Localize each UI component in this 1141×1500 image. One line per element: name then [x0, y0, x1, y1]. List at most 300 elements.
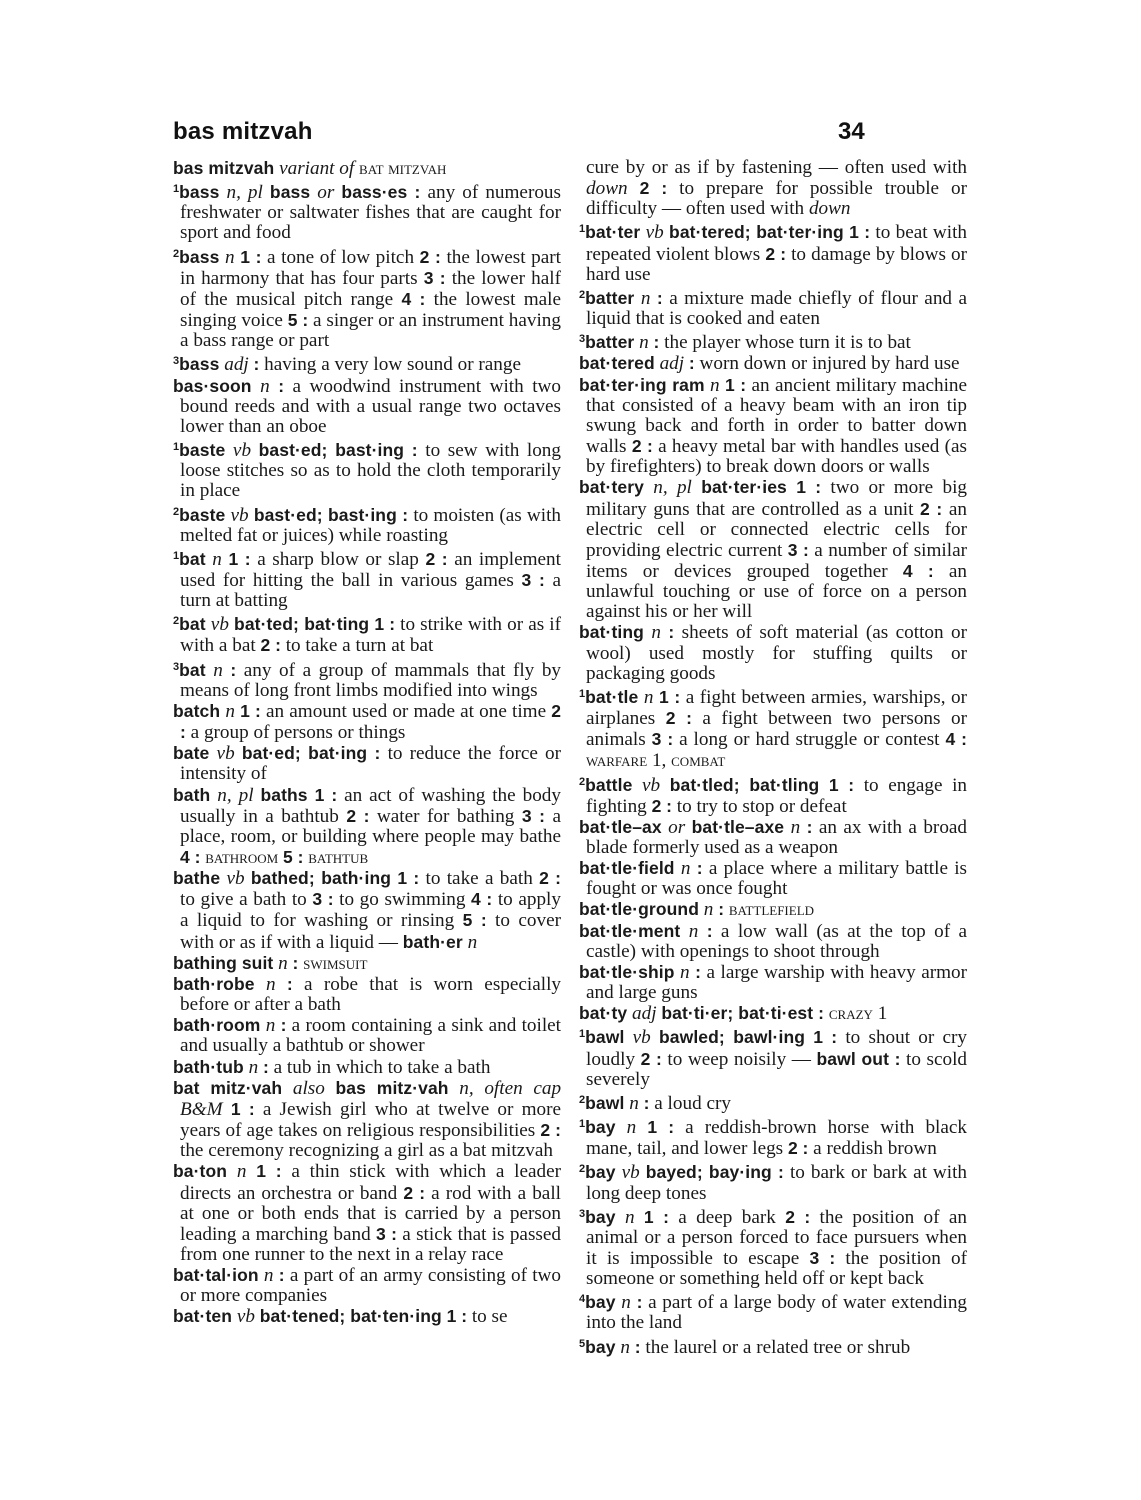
headword: bawl — [585, 1092, 625, 1113]
dictionary-entry — [579, 899, 967, 920]
sense-number: 3 : — [651, 729, 674, 750]
definition-text: a reddish brown — [808, 1138, 937, 1160]
sense-number: 1 : — [647, 1117, 675, 1138]
definition-text: a part of an army consisting of two or more companies — [180, 1265, 562, 1307]
homograph-number: 1 — [579, 1118, 586, 1131]
sense-number: : — [806, 816, 813, 837]
headword: bat·ty — [579, 1003, 628, 1024]
definition-text: to try to stop or defeat — [672, 795, 847, 817]
part-of-speech: n — [624, 1206, 635, 1228]
definition-text: the position of someone or something held off or kept back — [586, 1247, 967, 1290]
part-of-speech: n — [688, 920, 699, 942]
sense-number: : — [278, 375, 285, 396]
part-of-speech: down — [808, 198, 851, 220]
sense-number: 1 : — [230, 1098, 255, 1119]
definition-text: an implement used for hitting the ball in various games — [180, 548, 561, 591]
sense-number: 2 : — [785, 1206, 811, 1227]
cross-reference: battlefield — [728, 899, 815, 920]
sense-number: 1 : — [725, 374, 747, 395]
cross-reference: bat mitzvah — [359, 158, 447, 178]
headword: bat·tle — [585, 686, 639, 707]
sense-number: : — [634, 1336, 641, 1357]
dictionary-entry — [173, 437, 561, 501]
definition-text: to moisten (as with melted fat or juices) while roasting — [180, 504, 561, 546]
dictionary-entry — [173, 351, 561, 375]
sense-number: 1 : — [314, 784, 338, 805]
part-of-speech: adj — [224, 354, 249, 376]
part-of-speech: vb — [645, 222, 664, 244]
sense-number: 2 : — [180, 700, 561, 743]
definition-text — [698, 921, 706, 942]
dictionary-entry — [173, 1078, 561, 1162]
definition-text: an ax with a broad blade formerly used as a weapon — [586, 816, 968, 858]
sense-number: 5 : — [283, 847, 304, 867]
sense-number: 2 : — [640, 1048, 662, 1069]
dictionary-entry — [579, 285, 967, 329]
sense-number: 2 : — [419, 246, 441, 267]
dictionary-entry — [173, 244, 561, 352]
headword: bath·room — [173, 1015, 261, 1036]
definition-text: a number of similar items or devices grouped together — [586, 539, 967, 582]
homograph-number: 1 — [173, 549, 180, 562]
homograph-number: 2 — [173, 505, 180, 518]
sense-number: : — [718, 899, 725, 920]
dictionary-entry — [579, 1159, 967, 1203]
headword: ba·ton — [173, 1161, 228, 1182]
definition-text: a deep bark — [668, 1206, 786, 1228]
dictionary-entry — [579, 1003, 967, 1024]
page-number: 34 — [838, 118, 865, 145]
definition-text — [787, 477, 796, 498]
homograph-number: 2 — [579, 1163, 586, 1176]
dictionary-entry — [579, 817, 967, 858]
part-of-speech: n — [467, 931, 478, 953]
part-of-speech: n — [212, 548, 222, 570]
sense-number: 5 : — [462, 910, 487, 931]
headword: bayed; bay·ing : — [645, 1162, 784, 1183]
headword: bat·ter·ies — [701, 477, 787, 498]
part-of-speech: n — [640, 287, 651, 309]
definition-text: the laurel or a related tree or shrub — [640, 1336, 911, 1358]
sense-number: 2 : — [787, 1138, 809, 1159]
dictionary-entry — [579, 353, 967, 374]
headword: baste — [179, 504, 226, 525]
definition-text: a heavy metal bar with handles used (as by firefighters) to break down doors or walls — [586, 436, 967, 478]
headword: bat·tened; bat·ten·ing — [259, 1306, 442, 1327]
sense-number: 1 : — [813, 1027, 838, 1048]
headword: bat·ting — [579, 622, 644, 643]
definition-text: a fight between two persons or animals — [586, 708, 967, 751]
headword: bay — [585, 1117, 616, 1138]
definition-text: a thin stick with which a leader directs an orchestra or band — [180, 1161, 562, 1204]
definition-text: an ancient military machine that consisted of a heavy beam with an iron tip swung back and forth in order to batter down walls — [586, 374, 968, 458]
definition-text: to scold severely — [586, 1048, 967, 1090]
part-of-speech: vb — [210, 614, 229, 636]
dictionary-entry — [173, 1265, 561, 1306]
sense-number: : — [278, 1265, 285, 1286]
part-of-speech: vb — [232, 440, 252, 462]
definition-text: to take a bath — [419, 868, 540, 890]
part-of-speech: n — [248, 1056, 259, 1078]
dictionary-entry — [173, 546, 561, 611]
homograph-number: 2 — [173, 615, 180, 628]
definition-text — [449, 1078, 460, 1099]
part-of-speech: n — [680, 961, 690, 983]
part-of-speech: n — [710, 374, 720, 396]
definition-text: 1, — [647, 750, 672, 772]
headword: bat·ti·er; bat·ti·est : — [661, 1003, 825, 1024]
headword: bas mitz·vah — [335, 1077, 449, 1098]
dictionary-entry — [579, 1204, 967, 1290]
left-column — [173, 158, 561, 1328]
definition-text: to sew with long loose stitches so as to hold the cloth temporarily in place — [180, 440, 561, 502]
headword: bat — [179, 614, 206, 635]
sense-number: 4 : — [471, 889, 493, 910]
definition-text — [651, 1027, 659, 1048]
part-of-speech: n — [265, 973, 276, 995]
definition-text — [692, 477, 701, 498]
dictionary-entry — [173, 701, 561, 743]
definition-text: a room containing a sink and toilet and usually a bathtub or shower — [180, 1015, 562, 1057]
homograph-number: 1 — [579, 1028, 586, 1041]
definition-text: the lowest part in harmony that has four parts — [180, 246, 561, 289]
right-column — [579, 158, 967, 1358]
headword: bat — [179, 548, 206, 569]
sense-number: : — [696, 858, 703, 879]
definition-text — [624, 1027, 632, 1048]
dictionary-entry — [173, 974, 561, 1015]
definition-text — [308, 785, 315, 806]
sense-number: 1 : — [849, 222, 871, 243]
headword: bawled; bawl·ing — [659, 1027, 806, 1048]
sense-number: 3 : — [787, 539, 809, 560]
headword: bass — [179, 354, 220, 375]
definition-text: 1 — [872, 1003, 888, 1025]
dictionary-entry — [173, 785, 561, 869]
part-of-speech: variant of — [279, 158, 355, 179]
headword: bat·ter — [585, 222, 641, 243]
definition-text: a stick that is passed from one runner to the next in a relay race — [180, 1223, 561, 1265]
sense-number: : — [280, 1015, 287, 1036]
part-of-speech: adj — [659, 353, 685, 375]
headword: bat·tle·field — [579, 858, 675, 879]
dictionary-entry — [579, 962, 967, 1003]
dictionary-entry — [173, 657, 561, 701]
sense-number: : — [688, 353, 695, 374]
definition-text — [819, 775, 829, 796]
headword: bath·tub — [173, 1056, 244, 1077]
headword: bat·ter·ing ram — [579, 374, 705, 395]
definition-text: a tub in which to take a bath — [268, 1056, 491, 1078]
part-of-speech: n — [680, 858, 691, 880]
headword: baths — [260, 784, 308, 805]
part-of-speech: vb — [632, 1027, 651, 1049]
sense-number: 1 : — [256, 1161, 282, 1182]
definition-text: an act of washing the body usually in a bathtub — [180, 784, 561, 827]
headword: bath·er — [402, 931, 463, 952]
definition-text — [282, 1078, 293, 1099]
sense-number: : — [286, 973, 293, 994]
headword: bass — [179, 182, 220, 203]
cross-reference: warfare — [586, 750, 648, 771]
definition-text — [252, 376, 261, 397]
dictionary-entry — [579, 1024, 967, 1089]
sense-number: : — [253, 354, 260, 375]
definition-text — [225, 440, 233, 461]
part-of-speech: n — [621, 1292, 631, 1314]
headword: batter — [585, 332, 635, 353]
homograph-number: 3 — [173, 660, 180, 673]
sense-number: 1 : — [397, 868, 420, 889]
headword: bay — [585, 1162, 616, 1183]
headword: bay — [585, 1206, 616, 1227]
part-of-speech: n — [265, 1015, 276, 1037]
definition-text: to strike with or as if with a bat — [180, 614, 562, 657]
definition-text: a tone of low pitch — [261, 246, 420, 268]
part-of-speech: n, often cap B&M — [180, 1077, 562, 1120]
headword: bat·tle–axe — [691, 816, 785, 837]
sense-number: 4 : — [945, 729, 967, 750]
part-of-speech: n — [629, 1092, 639, 1114]
definition-text: an electric cell or connected electric cells for providing electric current — [586, 498, 967, 561]
definition-text: the position of an animal or a person forced to face pursuers when it is impossible to escape — [586, 1206, 967, 1269]
sense-number: : — [262, 1056, 269, 1077]
part-of-speech: vb — [230, 504, 249, 526]
part-of-speech: vb — [226, 868, 245, 890]
part-of-speech: n — [278, 952, 288, 974]
sense-number: : — [894, 1048, 901, 1069]
definition-text: a fight between armies, warships, or airplanes — [586, 686, 968, 730]
dictionary-entry — [579, 684, 967, 772]
sense-number: 5 : — [287, 310, 309, 331]
definition-text: a low wall (as at the top of a castle) with openings to shoot through — [586, 920, 968, 962]
part-of-speech: or — [317, 182, 335, 204]
definition-text: a group of persons or things — [185, 722, 406, 744]
headword: bathing suit — [173, 952, 274, 973]
definition-text: a place, room, or building where people may bathe — [180, 805, 561, 847]
sense-number: : — [636, 1292, 643, 1313]
sense-number: 4 : — [902, 560, 934, 581]
part-of-speech: down — [586, 178, 628, 200]
definition-text: any of a group of mammals that fly by means of long front limbs modified into wings — [180, 659, 562, 701]
definition-text: to cover with or as if with a liquid — — [180, 910, 561, 953]
cross-reference: swimsuit — [303, 952, 368, 973]
definition-text: having a very low sound or range — [259, 354, 522, 376]
definition-text: a turn at batting — [180, 569, 561, 612]
headword: bawl out — [816, 1048, 890, 1069]
definition-text: a Jewish girl who at twelve or more years of age takes on religious responsibilities — [180, 1098, 561, 1142]
definition-text — [628, 178, 640, 199]
dictionary-entry — [579, 1334, 967, 1358]
sense-number: : — [230, 659, 237, 680]
definition-text — [616, 1207, 625, 1228]
dictionary-entry — [579, 1090, 967, 1114]
definition-text: to go swimming — [333, 889, 472, 911]
cross-reference: combat — [671, 750, 726, 771]
dictionary-entry — [579, 158, 967, 219]
definition-text — [255, 974, 266, 995]
headword: battle — [585, 774, 633, 795]
definition-text: to damage by blows or hard use — [586, 243, 967, 285]
dictionary-entry — [579, 329, 967, 353]
sense-number: 2 : — [346, 805, 370, 826]
definition-text — [209, 743, 216, 764]
sense-number: 2 : — [403, 1182, 426, 1203]
headword: bass — [179, 246, 220, 267]
cross-reference: bathtub — [308, 847, 369, 867]
dictionary-entry — [173, 376, 561, 437]
sense-number: 1 : — [796, 477, 822, 498]
part-of-speech: n — [639, 332, 649, 354]
headword: bat·ten — [173, 1306, 233, 1327]
definition-text: a loud cry — [649, 1092, 731, 1114]
dictionary-entry — [173, 953, 561, 974]
sense-number: 3 : — [423, 267, 446, 288]
sense-number: : — [643, 1092, 650, 1113]
part-of-speech: vb — [216, 743, 235, 765]
dictionary-entry — [173, 611, 561, 656]
dictionary-entry — [173, 868, 561, 953]
definition-text: a rod with a ball at one or both ends that is carried by a person leading a marching band — [180, 1182, 561, 1245]
homograph-number: 3 — [173, 355, 180, 368]
sense-number: 2 : — [631, 436, 653, 457]
sense-number: 1 : — [374, 614, 396, 635]
definition-text: two or more big military guns that are controlled as a unit — [586, 477, 967, 520]
headword: bass·es : — [341, 182, 421, 203]
sense-number: 4 : — [401, 288, 426, 309]
definition-text — [263, 182, 270, 203]
definition-text — [235, 743, 242, 764]
definition-text: a reddish-brown horse with black mane, tail, and lower legs — [586, 1117, 968, 1160]
part-of-speech: n — [260, 375, 270, 397]
part-of-speech: n — [651, 622, 661, 644]
part-of-speech: n — [263, 1265, 274, 1287]
definition-text: to bark or bark at with long deep tones — [586, 1162, 968, 1204]
sense-number: 3 : — [521, 805, 545, 826]
dictionary-entry — [173, 158, 561, 179]
definition-text: the lowest male singing voice — [180, 288, 561, 332]
headword: bate — [173, 743, 210, 764]
homograph-number: 3 — [579, 333, 586, 346]
headword: bat — [179, 659, 206, 680]
homograph-number: 1 — [173, 441, 180, 454]
sense-number: 3 : — [312, 889, 334, 910]
cross-reference: bathroom — [205, 847, 279, 867]
part-of-speech: n — [213, 659, 223, 681]
sense-number: 2 : — [539, 868, 561, 889]
definition-text — [276, 974, 287, 995]
definition-text: an amount used or made at one time — [260, 700, 552, 722]
headword: bass — [269, 182, 311, 203]
dictionary-entry — [579, 477, 967, 622]
sense-number: 1 : — [240, 246, 262, 267]
definition-text: the player whose turn it is to bat — [659, 332, 911, 354]
headword: bast·ed; bast·ing : — [253, 504, 409, 525]
homograph-number: 1 — [579, 223, 586, 236]
sense-number: 1 : — [828, 774, 855, 795]
headword: bat·ted; bat·ting — [234, 614, 370, 635]
part-of-speech: n — [643, 686, 654, 708]
definition-text — [246, 1161, 256, 1182]
part-of-speech: adj — [632, 1003, 657, 1025]
sense-number: : — [668, 622, 675, 643]
dictionary-entry — [579, 622, 967, 683]
headword: bat·ed; bat·ing : — [241, 743, 381, 764]
dictionary-entry — [579, 375, 967, 478]
homograph-number: 1 — [579, 687, 586, 700]
homograph-number: 1 — [173, 183, 180, 196]
dictionary-entry — [579, 772, 967, 817]
cross-reference: crazy — [828, 1003, 873, 1024]
definition-text: to take a turn at bat — [280, 635, 434, 657]
sense-number: : — [292, 952, 299, 973]
definition-text — [660, 775, 670, 796]
dictionary-entry — [579, 921, 967, 962]
definition-text: a place where a military battle is fought or was once fought — [586, 858, 968, 900]
sense-number: 4 : — [180, 847, 201, 867]
definition-text: to se — [467, 1306, 508, 1328]
dictionary-entry — [173, 1057, 561, 1078]
sense-number: 2 : — [540, 1120, 561, 1141]
definition-text: to weep noisily — — [661, 1048, 817, 1070]
part-of-speech: vb — [621, 1162, 640, 1184]
headword: bast·ed; bast·ing : — [258, 440, 418, 461]
headword: bat·tle·ment — [579, 920, 681, 941]
part-of-speech: or — [668, 816, 686, 838]
headword: bat·tle–ax — [579, 816, 662, 837]
definition-text: to reduce the force or intensity of — [180, 743, 562, 785]
sense-number: 2 : — [260, 635, 281, 656]
headword: bat·tery — [579, 477, 644, 498]
definition-text: cure by or as if by fastening — often used with — [586, 157, 967, 178]
headword: bat·tered; bat·ter·ing — [669, 222, 844, 243]
definition-text: to engage in fighting — [586, 774, 968, 817]
definition-text: to prepare for possible trouble or difficulty — often used with — [586, 178, 967, 220]
part-of-speech: n — [236, 1161, 247, 1183]
definition-text: a long or hard struggle or contest — [673, 729, 946, 751]
headword: bas mitzvah — [173, 158, 275, 178]
headword: bathe — [173, 868, 221, 889]
sense-number: 1 : — [240, 700, 261, 721]
definition-text: sheets of soft material (as cotton or wool) used mostly for stuffing quilts or packaging goods — [586, 622, 967, 684]
definition-text — [680, 921, 688, 942]
sense-number: : — [695, 961, 701, 982]
dictionary-entry — [173, 502, 561, 546]
headword: bathed; bath·ing — [250, 868, 392, 889]
part-of-speech: n — [225, 246, 235, 268]
headword: bawl — [585, 1027, 625, 1048]
dictionary-entry — [173, 1015, 561, 1056]
homograph-number: 4 — [579, 1293, 586, 1306]
part-of-speech: n — [703, 899, 714, 921]
headword: bat·tal·ion — [173, 1265, 259, 1286]
part-of-speech: vb — [642, 774, 661, 796]
definition-text — [227, 1161, 237, 1182]
sense-number: 1 : — [659, 686, 681, 707]
dictionary-entry — [173, 179, 561, 243]
headword: bat·tle·ground — [579, 899, 699, 920]
sense-number: 2 : — [665, 708, 692, 729]
definition-text — [251, 440, 259, 461]
sense-number: 2 : — [425, 548, 448, 569]
definition-text: to apply a liquid to for washing or rinsing — [180, 889, 561, 932]
definition-text: a sharp blow or slap — [250, 548, 426, 570]
definition-text — [644, 477, 653, 498]
part-of-speech: also — [292, 1077, 325, 1099]
dictionary-entry — [173, 1306, 561, 1327]
definition-text: a woodwind instrument with two bound reeds and with a usual range two octaves lower than an oboe — [180, 375, 561, 437]
part-of-speech: n — [790, 816, 801, 838]
